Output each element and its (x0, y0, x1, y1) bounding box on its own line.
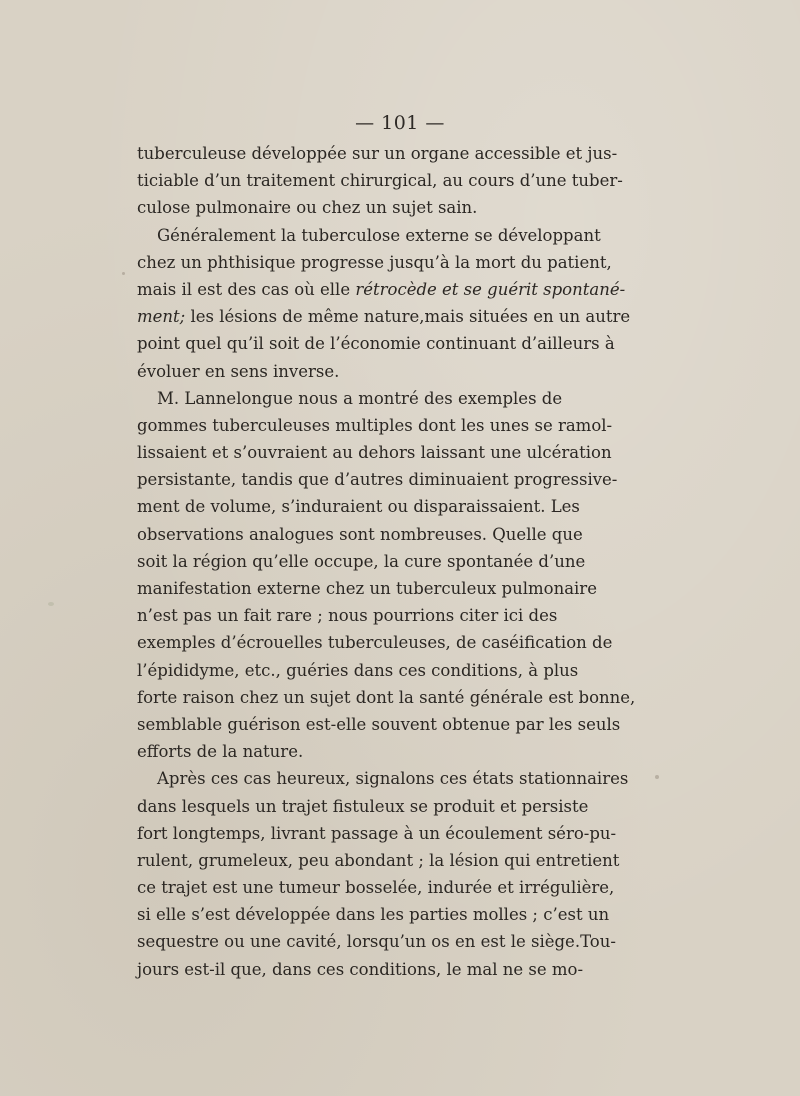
text-line: l’épididyme, etc., guéries dans ces conditions, à plus (137, 660, 579, 680)
text-line: n’est pas un fait rare ; nous pourrions citer ici des (137, 606, 558, 626)
paper-speck (48, 602, 54, 606)
text-line: rulent, grumeleux, peu abondant ; la lésion qui entretient (137, 850, 620, 870)
text-line: forte raison chez un sujet dont la santé générale est bonne, (137, 687, 636, 707)
text-line: tuberculeuse développée sur un organe accessible et jus- (137, 144, 618, 163)
text-line: Généralement la tuberculose externe se développant (157, 225, 601, 245)
text-line: chez un phthisique progresse jusqu’à la mort du patient, (137, 252, 612, 272)
text-line: exemples d’écrouelles tuberculeuses, de caséification de (137, 633, 613, 653)
text-line-mixed (137, 303, 631, 330)
text-line: fort longtemps, livrant passage à un écoulement séro-pu- (137, 823, 617, 843)
text-line: efforts de la nature. (137, 742, 304, 762)
italic-segment: rétrocède et se guérit spontané- (355, 279, 626, 299)
text-line: si elle s’est développée dans les parties molles ; c’est un (137, 905, 610, 925)
text-line: sequestre ou une cavité, lorsqu’un os en est le siège.Tou- (137, 932, 616, 952)
text-line: soit la région qu’elle occupe, la cure spontanée d’une (137, 551, 586, 571)
text-line: lissaient et s’ouvraient au dehors laissant une ulcération (137, 443, 612, 463)
text-line: jours est-il que, dans ces conditions, le mal ne se mo- (137, 959, 584, 979)
text-line: ment de volume, s’induraient ou disparaissaient. Les (137, 497, 580, 517)
text-line: semblable guérison est-elle souvent obtenue par les seuls (137, 714, 621, 734)
text-line: gommes tuberculeuses multiples dont les unes se ramol- (137, 415, 613, 435)
text-line: manifestation externe chez un tuberculeux pulmonaire (137, 579, 597, 598)
text-segment: les lésions de même nature,mais situées en un autre (190, 307, 631, 327)
text-line: ce trajet est une tumeur bosselée, indurée et irrégulière, (137, 878, 615, 898)
text-line: culose pulmonaire ou chez un sujet sain. (137, 198, 478, 218)
italic-segment: ment; (137, 307, 186, 327)
body-text (137, 140, 636, 983)
text-line: ticiable d’un traitement chirurgical, au cours d’une tuber- (137, 171, 623, 191)
text-line: persistante, tandis que d’autres diminuaient progressive- (137, 470, 618, 490)
text-line: point quel qu’il soit de l’économie continuant d’ailleurs à (137, 334, 615, 354)
paper-speck (655, 775, 659, 779)
text-line: observations analogues sont nombreuses. Quelle que (137, 524, 583, 544)
text-segment: mais il est des cas où elle (137, 279, 351, 299)
text-line: Après ces cas heureux, signalons ces états stationnaires (157, 769, 629, 789)
text-line-mixed (137, 276, 626, 303)
paper-speck (122, 272, 125, 275)
text-line: M. Lannelongue nous a montré des exemples de (157, 388, 563, 408)
text-line: évoluer en sens inverse. (137, 361, 340, 381)
text-line: dans lesquels un trajet fistuleux se produit et persiste (137, 796, 589, 816)
page-number: — 101 — (355, 112, 445, 134)
